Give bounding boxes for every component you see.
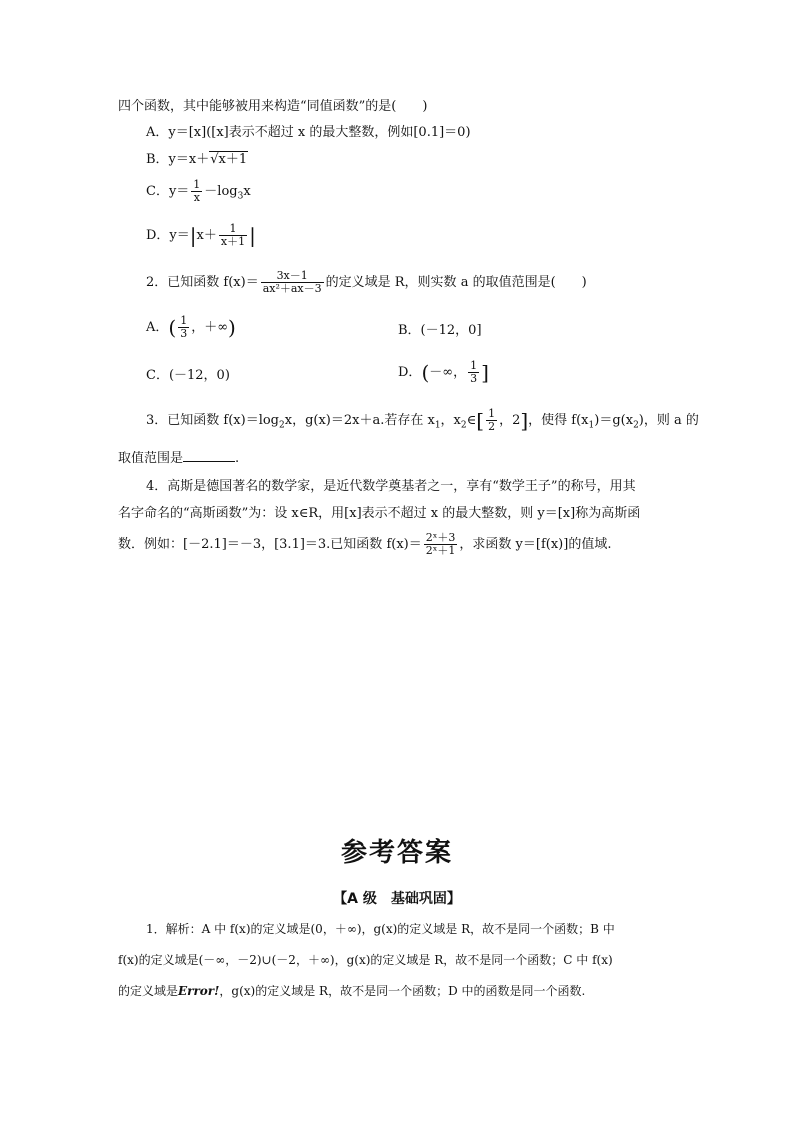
answer-blank	[183, 449, 235, 462]
q2-option-a: A．( $\frac{1}{3}$ ，＋∞)	[146, 314, 236, 340]
q2-option-b: B．(－12，0]	[398, 323, 482, 338]
q1-option-d: D．y＝|x＋ $\frac{1}{x+1}$ |	[146, 222, 256, 248]
q2-stem: 2．已知函数 f(x)＝ $\frac{3x-1}{\text{ax²＋ax－3}}$ 的定义域是 R，则实数 a 的取值范围是( )	[146, 269, 587, 295]
answers-level: 【A 级 基础巩固】	[333, 891, 461, 907]
q4-line1: 4．高斯是德国著名的数学家，是近代数学奠基者之一，享有“数学王子”的称号，用其	[146, 479, 636, 494]
q4-line3: 数．例如：[－2.1]＝－3，[3.1]＝3.已知函数 f(x)＝ $\frac{\text{2ˣ＋3}}{\text{2ˣ＋1}}$ ，求函数 y＝[f(x)]的值域.	[118, 531, 612, 557]
q1-option-b: B．y＝x＋√x＋1	[146, 152, 248, 167]
q1-option-c: C．y＝ $\frac{1}{x}$ $-\log_3x$	[146, 178, 251, 204]
q3-stem: 3．已知函数 $f(x)=\log_2x$，g(x)＝2x＋a.若存在 $x_1$，$x_2\in$[ $\frac{1}{2}$ ，2]，使得 $f(x_1)=g(x_2)$，则 a 的	[146, 407, 699, 433]
answer-line-3: 的定义域是Error!，g(x)的定义域是 R，故不是同一个函数；D 中的函数是同一个函数.	[118, 984, 586, 998]
answer-line-1: 1．解析：A 中 f(x)的定义域是(0，＋∞)，g(x)的定义域是 R，故不是同一个函数；B 中	[146, 922, 615, 936]
q4-line2: 名字命名的“高斯函数”为：设 x∈R，用[x]表示不超过 x 的最大整数，则 y＝[x]称为高斯函	[118, 506, 641, 521]
q1-option-a: A．y＝[x]([x]表示不超过 x 的最大整数，例如[0.1]＝0)	[146, 125, 471, 140]
q3-line2: 取值范围是 .	[118, 451, 240, 466]
answer-line-2: f(x)的定义域是(－∞，－2)∪(－2，＋∞)，g(x)的定义域是 R，故不是同一个函数；C 中 f(x)	[118, 953, 613, 967]
q2-option-d: D．(－∞， $\frac{1}{3}$ ]	[398, 359, 489, 385]
q1-stem: 四个函数，其中能够被用来构造“同值函数”的是( )	[118, 99, 428, 114]
answers-title: 参考答案	[340, 838, 453, 868]
q2-option-c: C．(－12，0)	[146, 368, 230, 383]
